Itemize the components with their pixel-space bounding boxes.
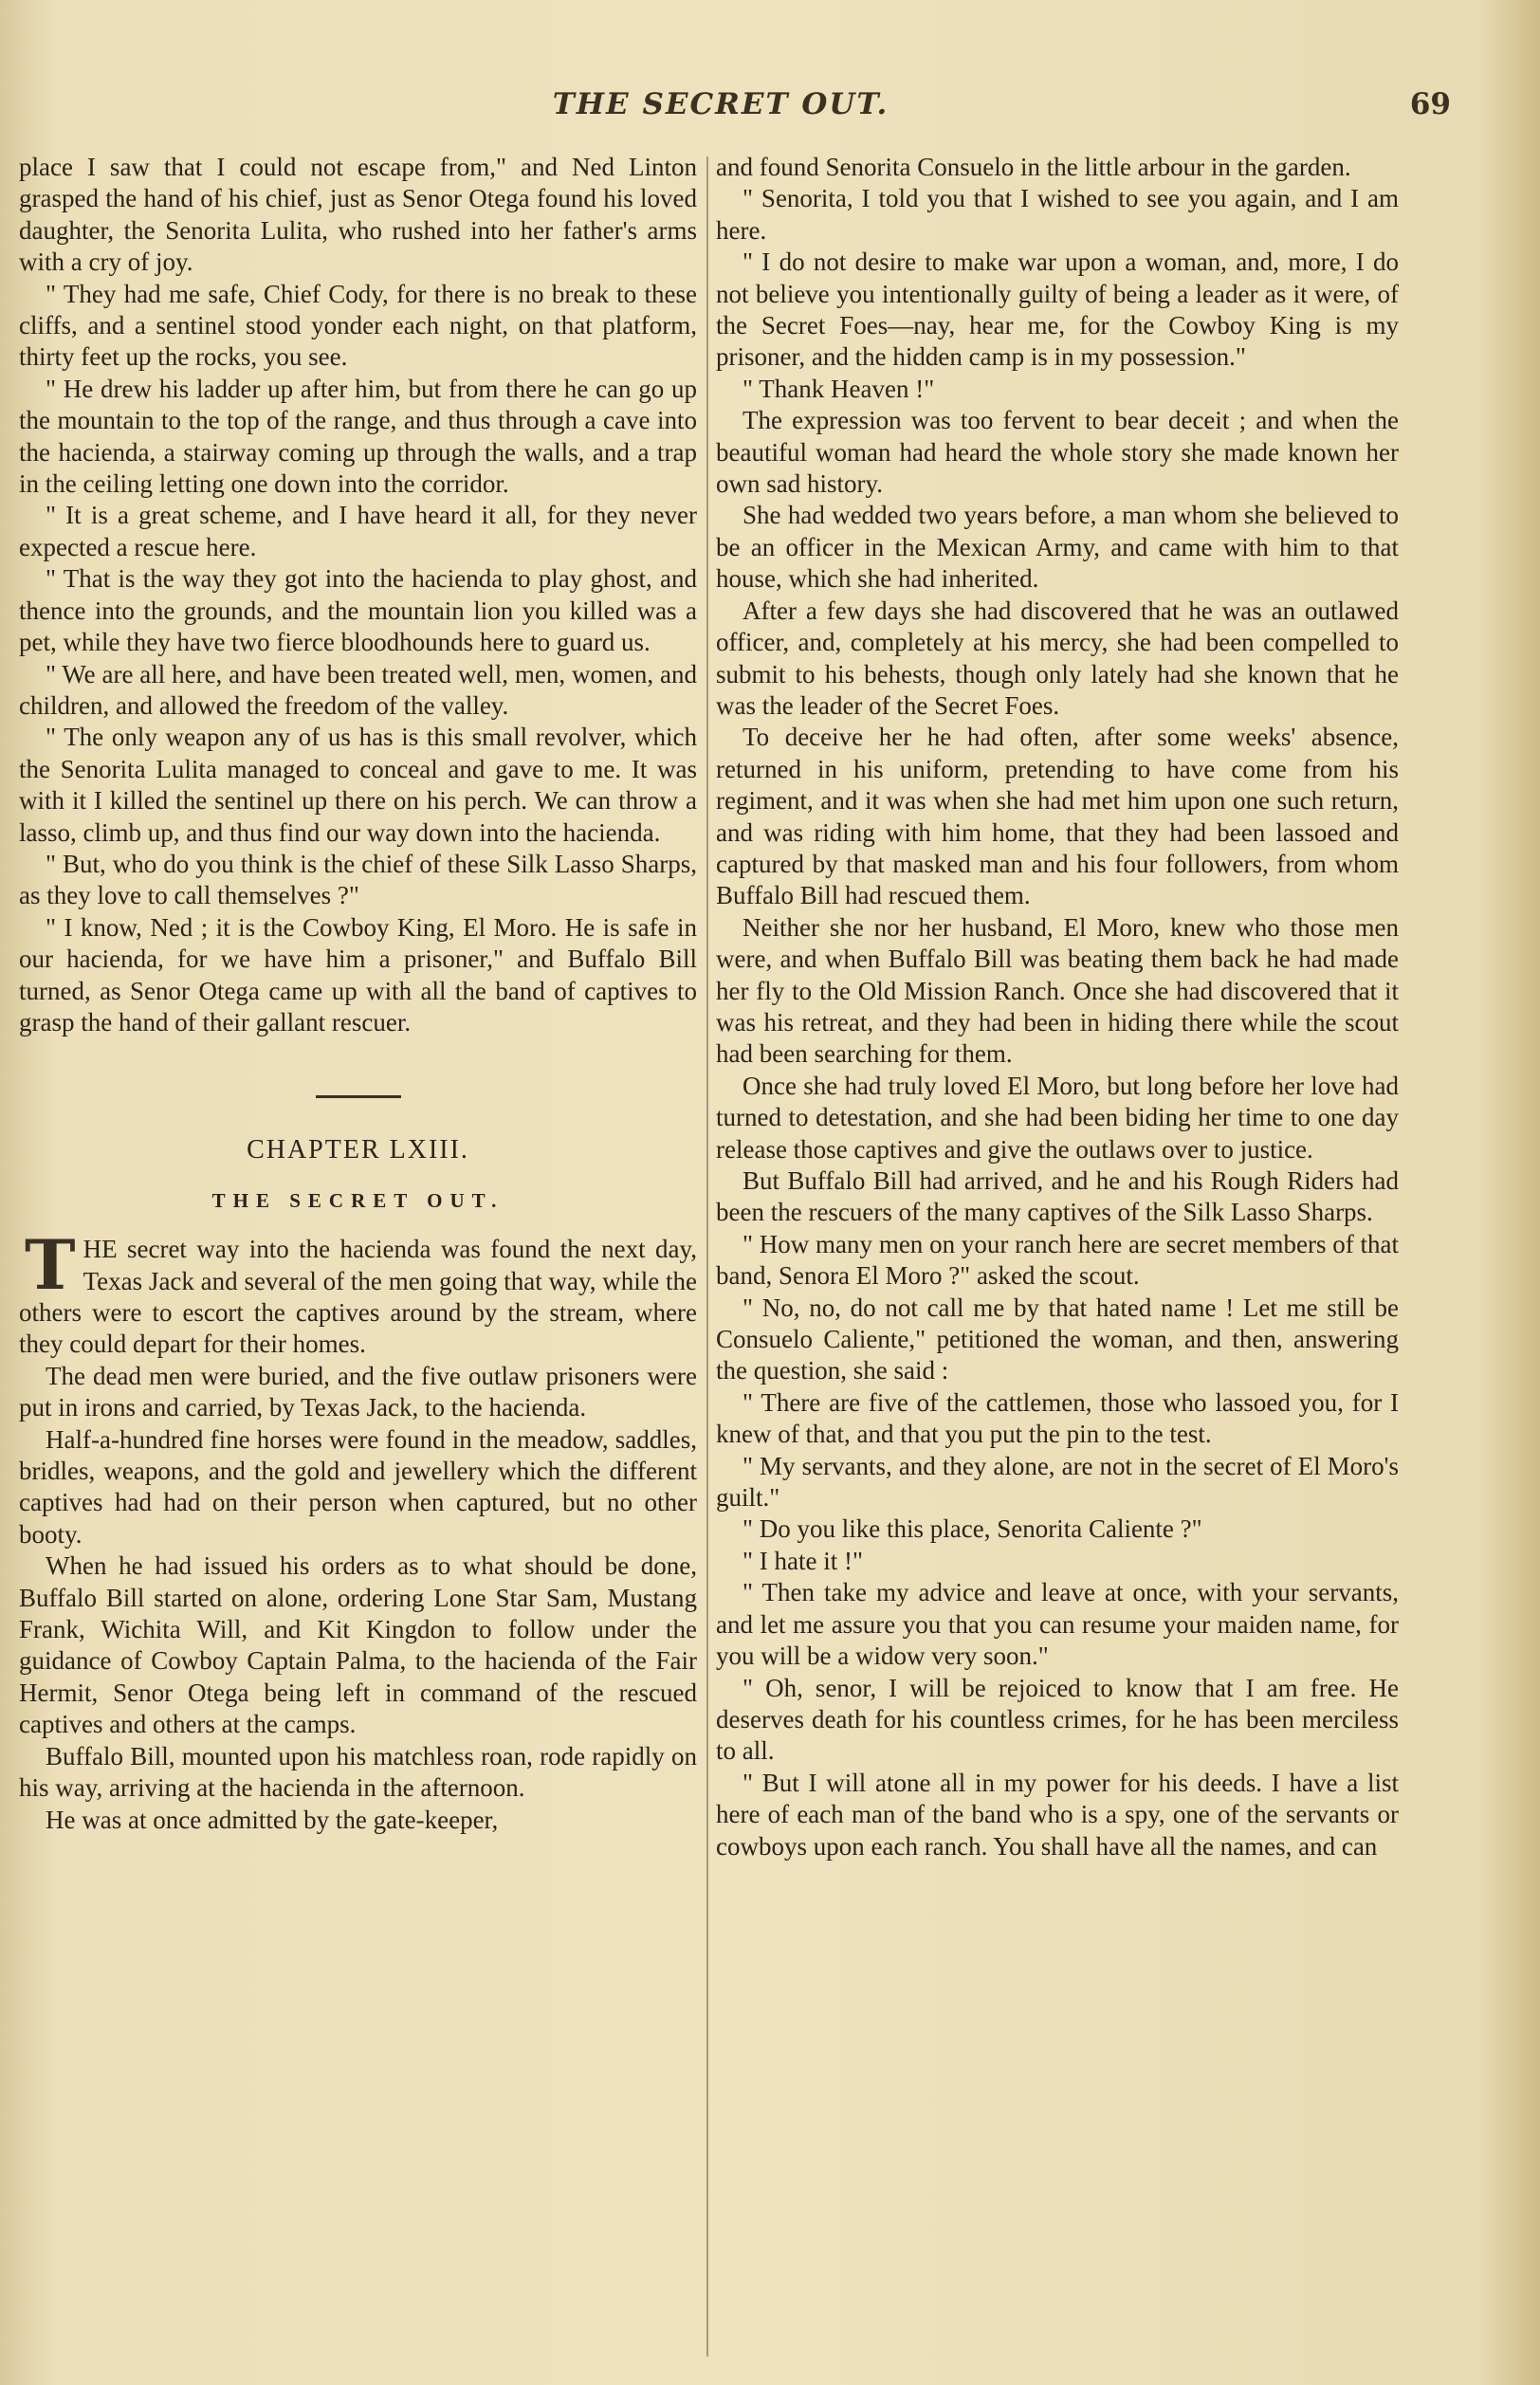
paragraph: " We are all here, and have been treated well, men, women, and children, and allowed the freedom of the valley. — [19, 659, 697, 720]
right-column — [716, 152, 1399, 1862]
running-title: THE SECRET OUT. — [552, 87, 889, 121]
paragraph: He was at once admitted by the gate-keeper, — [46, 1805, 499, 1834]
paragraph: " The only weapon any of us has is this small revolver, which the Senorita Lulita managed to conceal and gave to me. It was with it I killed the sentinel up there on his perch. We can throw a lasso, climb up, and thus find our way down into the hacienda. — [19, 723, 697, 847]
paragraph: Once she had truly loved El Moro, but long before her love had turned to detestation, and she had been biding her time to one day release those captives and give the outlaws over to justice. — [716, 1071, 1399, 1164]
paragraph: But Buffalo Bill had arrived, and he and his Rough Riders had been the rescuers of the many captives of the Silk Lasso Sharps. — [716, 1166, 1399, 1227]
paragraph: Neither she nor her husband, El Moro, knew who those men were, and when Buffalo Bill was beating them back he had made her fly to the Old Mission Ranch. Once she had discovered that it was his retreat, and they had been in hiding there while the scout had been searching for them. — [716, 912, 1399, 1069]
paragraph: After a few days she had discovered that he was an outlawed officer, and, completely at his mercy, she had been compelled to submit to his behests, though only lately had she known that he was the leader of the Secret Foes. — [716, 596, 1399, 720]
section-divider — [316, 1095, 401, 1098]
left-column — [19, 152, 697, 1836]
paragraph: " I know, Ned ; it is the Cowboy King, El Moro. He is safe in our hacienda, for we have him a prisoner," and Buffalo Bill turned, as Senor Otega came up with all the band of captives to grasp the hand of their gallant rescuer. — [19, 912, 697, 1037]
paragraph: " Senorita, I told you that I wished to see you again, and I am here. — [716, 184, 1399, 245]
chapter-opening-paragraph — [19, 1224, 697, 1361]
paragraph: " There are five of the cattlemen, those who lassoed you, for I knew of that, and that you put the pin to the test. — [716, 1387, 1399, 1449]
paragraph: " Do you like this place, Senorita Caliente ?" — [742, 1514, 1202, 1544]
chapter-title: CHAPTER LXIII. — [247, 1135, 469, 1165]
page-number: 69 — [1409, 87, 1451, 121]
paragraph: The dead men were buried, and the five outlaw prisoners were put in irons and carried, by Texas Jack, to the hacienda. — [19, 1361, 697, 1422]
paragraph: Buffalo Bill, mounted upon his matchless roan, rode rapidly on his way, arriving at the hacienda in the afternoon. — [19, 1741, 697, 1803]
paragraph: " My servants, and they alone, are not in the secret of El Moro's guilt." — [716, 1451, 1399, 1513]
paragraph: " But, who do you think is the chief of these Silk Lasso Sharps, as they love to call themselves ?" — [19, 849, 697, 910]
paragraph: Half-a-hundred fine horses were found in the meadow, saddles, bridles, weapons, and the gold and jewellery which the different captives had had on their person when captured, but no other booty. — [19, 1424, 697, 1549]
chapter-subtitle: THE SECRET OUT. — [211, 1188, 504, 1212]
paragraph: " No, no, do not call me by that hated name ! Let me still be Consuelo Caliente," petitioned the woman, and then, answering the question, she said : — [716, 1293, 1399, 1385]
paragraph: " Thank Heaven !" — [742, 374, 935, 403]
dropcap-letter: T — [25, 1224, 76, 1306]
paragraph: " They had me safe, Chief Cody, for there is no break to these cliffs, and a sentinel stood yonder each night, on that platform, thirty feet up the rocks, you see. — [19, 279, 697, 372]
paragraph: She had wedded two years before, a man whom she believed to be an officer in the Mexican Army, and came with him to that house, which she had inherited. — [716, 501, 1399, 594]
paragraph: " He drew his ladder up after him, but from there he can go up the mountain to the top of the range, and thus through a cave into the hacienda, a stairway coming up through the walls, and a trap in the ceiling letting one down into the corridor. — [19, 374, 697, 499]
paragraph: When he had issued his orders as to what should be done, Buffalo Bill started on alone, ordering Lone Star Sam, Mustang Frank, Wichita Will, and Kit Kingdon to follow under the guidance of Cowboy Captain Palma, to the hacienda of the Fair Hermit, Senor Otega being left in command of the rescued captives and others at the camps. — [19, 1551, 697, 1739]
column-rule — [706, 156, 708, 2357]
opening-text: HE secret way into the hacienda was found the next day, Texas Jack and several of the men going that way, while the others were to escort the captives around by the stream, where they could depart for their homes. — [19, 1235, 697, 1359]
paragraph: " It is a great scheme, and I have heard it all, for they never expected a rescue here. — [19, 501, 697, 561]
paragraph: " Oh, senor, I will be rejoiced to know that I am free. He deserves death for his countless crimes, for he has been merciless to all. — [716, 1673, 1399, 1766]
paragraph: and found Senorita Consuelo in the little arbour in the garden. — [716, 153, 1351, 181]
paragraph: " I hate it !" — [742, 1546, 863, 1575]
paragraph: The expression was too fervent to bear deceit ; and when the beautiful woman had heard the whole story she made known her own sad history. — [716, 406, 1399, 499]
paragraph: " I do not desire to make war upon a woman, and, more, I do not believe you intentionally guilty of being a leader as it were, of the Secret Foes—nay, hear me, for the Cowboy King is my prisoner, and the hidden camp is in my possession." — [716, 248, 1399, 372]
paragraph: " That is the way they got into the hacienda to play ghost, and thence into the grounds, and the mountain lion you killed was a pet, while they have two fierce bloodhounds here to guard us. — [19, 564, 697, 657]
paragraph: place I saw that I could not escape from," and Ned Linton grasped the hand of his chief, just as Senor Otega found his loved daughter, the Senorita Lulita, who rushed into her father's arms with a cry of joy. — [19, 153, 697, 277]
paragraph: " But I will atone all in my power for his deeds. I have a list here of each man of the band who is a spy, one of the servants or cowboys upon each ranch. You shall have all the names, and can — [716, 1768, 1399, 1861]
paragraph: " How many men on your ranch here are secret members of that band, Senora El Moro ?" asked the scout. — [716, 1229, 1399, 1291]
paragraph: " Then take my advice and leave at once, with your servants, and let me assure you that you can resume your maiden name, for you will be a widow very soon." — [716, 1578, 1399, 1671]
paragraph: To deceive her he had often, after some weeks' absence, returned in his uniform, pretending to have come from his regiment, and it was when she had met him upon one such return, and was riding with him home, that they had been lassoed and captured by that masked man and his four followers, from whom Buffalo Bill had rescued them. — [716, 723, 1399, 910]
